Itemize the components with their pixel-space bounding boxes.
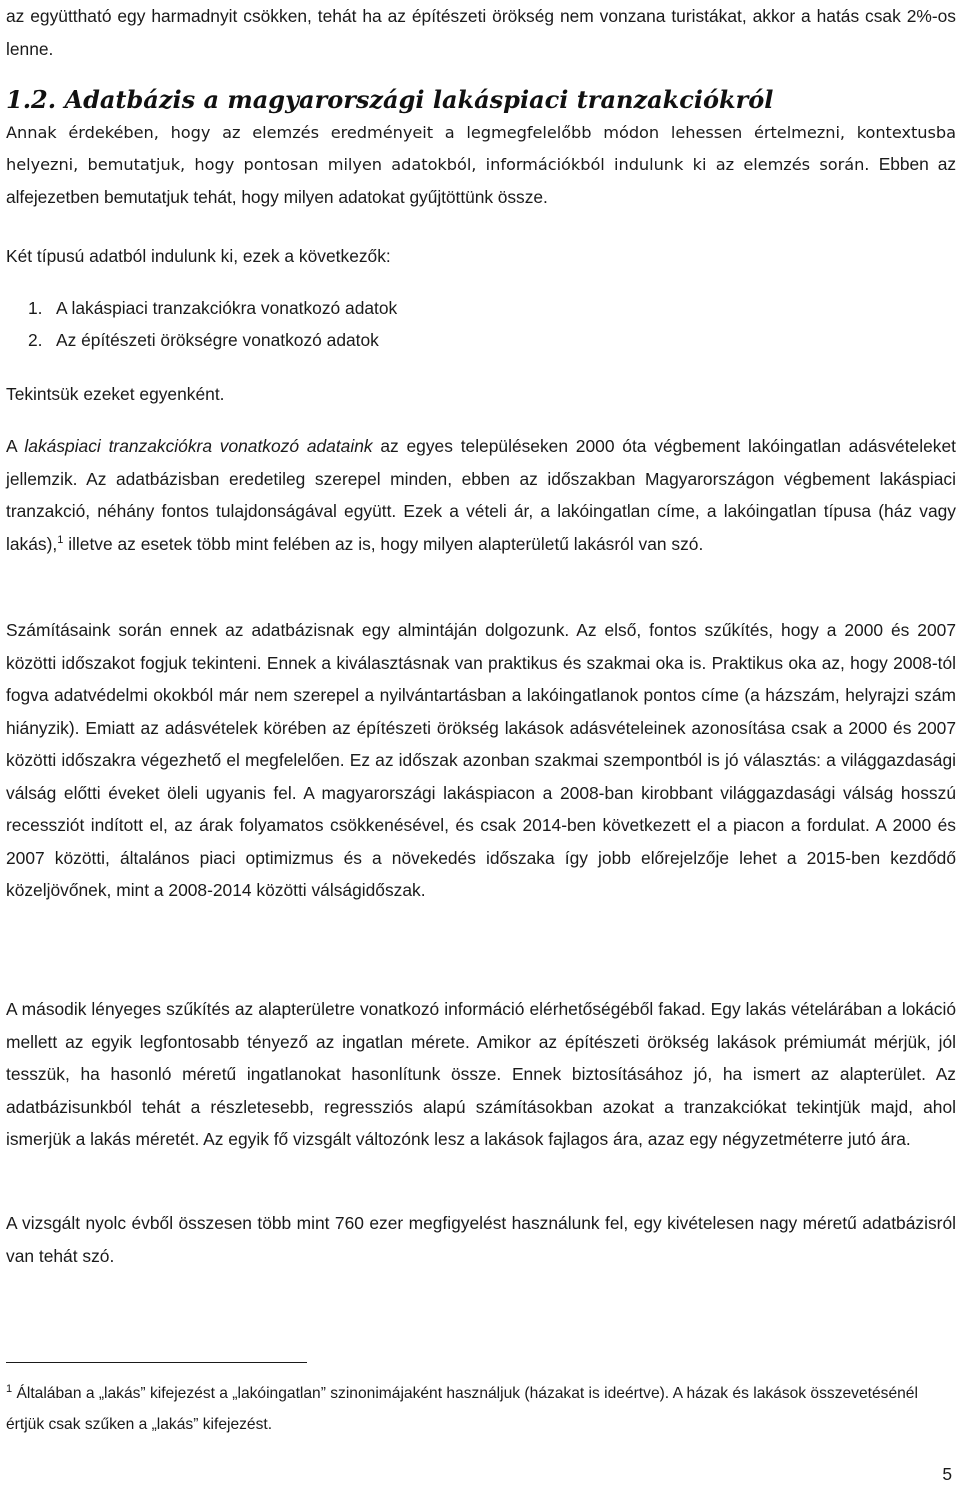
data-types-intro: Két típusú adatból indulunk ki, ezek a következők: (6, 246, 391, 266)
footnote-reference[interactable]: 1 (57, 533, 64, 546)
intro-paragraph: az együttható egy harmadnyit csökken, tehát ha az építészeti örökség nem vonzana turistákat, akkor a hatás csak 2%-os lenne. (6, 6, 956, 59)
list-item-text: Az építészeti örökségre vonatkozó adatok (56, 330, 379, 350)
section-paragraph-1 (6, 117, 956, 213)
list-item-text: A lakáspiaci tranzakciókra vonatkozó adatok (56, 298, 398, 318)
section-heading: 1.2. Adatbázis a magyarországi lakáspiaci tranzakciókról (6, 85, 774, 114)
page-number: 5 (942, 1464, 952, 1484)
paragraph-subsample: Számításaink során ennek az adatbázisnak egy almintáján dolgozunk. Az első, fontos szűkítés, hogy a 2000 és 2007 közötti időszakot fogjuk tekinteni. Ennek a kiválasztásnak van praktikus és szakmai oka is. Praktikus oka az, hogy 2008-tól fogva adatvédelmi okokból már nem szerepel a nyilvántartásban a lakóingatlanok pontos címe (a házszám, helyrajzi szám hiányzik). Emiatt az adásvételek körében az építészeti örökség lakások adásvételeinek azonosítása csak a 2000 és 2007 közötti időszakra végezhető el megfelelően. Ez az időszak azonban szakmai szempontból is jó választás: a világgazdasági válság előtti éveket öleli ugyanis fel. A magyarországi lakáspiacon a 2008-ban kirobbant világgazdasági válság hosszú recessziót indított el, az árak folyamatos csökkenésével, és csak 2014-ben következett el a piacon a fordulat. A 2000 és 2007 közötti, általános piaci optimizmus és a növekedés időszaka így jobb előrejelzője lehet a 2015-ben kezdődő közeljövőnek, mint a 2008-2014 közötti válságidőszak. (6, 620, 956, 900)
paragraph-floor-area: A második lényeges szűkítés az alapterületre vonatkozó információ elérhetőségéből fakad. Egy lakás vételárában a lokáció mellett az egyik legfontosabb tényező az ingatlan mérete. Amikor az építészeti örökség lakások prémiumát mérjük, jól tesszük, ha hasonló méretű ingatlanokat hasonlítunk össze. Ennek biztosításához jó, ha ismert az alapterület. Az adatbázisunkból tehát a részletesebb, regressziós alapú számításokban azokat a tranzakciókat tekintjük majd, ahol ismerjük a lakás méretét. Az egyik fő vizsgált változónk lesz a lakások fajlagos ára, azaz egy négyzetméterre jutó ára. (6, 999, 956, 1149)
section-paragraph-1-text: Annak érdekében, hogy az elemzés eredményeit a legmegfelelőbb módon lehessen értelmezni, kontextusba helyezni, bemutatjuk, hogy pontosan milyen adatokból, információkból indulunk ki az elemzés során. (6, 123, 956, 174)
footnote-mark: 1 (6, 1382, 13, 1395)
data-types-list (6, 292, 956, 356)
list-item (6, 324, 956, 356)
footnote-text: Általában a „lakás” kifejezést a „lakóingatlan” szinonimájaként használjuk (házakat is ideértve). A házak és lakások összevetésénél értjük csak szűken a „lakás” kifejezést. (6, 1385, 918, 1433)
list-item (6, 292, 956, 324)
footnote-divider (6, 1362, 307, 1363)
list-item-number: 2. (28, 330, 43, 350)
paragraph-transactions-post: illetve az esetek több mint felében az is, hogy milyen alapterületű lakásról van szó. (68, 533, 704, 554)
paragraph-transactions (6, 430, 956, 560)
paragraph-transactions-emphasis: lakáspiaci tranzakciókra vonatkozó adataink (24, 436, 373, 456)
section-paragraph-1-tail: Ebben az alfejezetben bemutatjuk tehát, hogy milyen adatokat gyűjtöttünk össze. (6, 154, 956, 207)
paragraph-transactions-pre: A (6, 436, 17, 456)
paragraph-transactions-body: az egyes településeken 2000 óta végbement lakóingatlan adásvételeket jellemzik. Az adatbázisban eredetileg szerepel minden, ebben az időszakban Magyarországon végbement lakáspiaci tranzakció, néhány fontos tulajdonságával együtt. Ezek a vételi ár, a lakóingatlan címe, a lakóingatlan típusa (ház vagy lakás), (6, 436, 956, 554)
list-item-number: 1. (28, 298, 43, 318)
footnote (6, 1378, 946, 1440)
paragraph-observations: A vizsgált nyolc évből összesen több mint 760 ezer megfigyelést használunk fel, egy kivételesen nagy méretű adatbázisról van tehát szó. (6, 1213, 956, 1266)
paragraph-individually: Tekintsük ezeket egyenként. (6, 384, 225, 404)
